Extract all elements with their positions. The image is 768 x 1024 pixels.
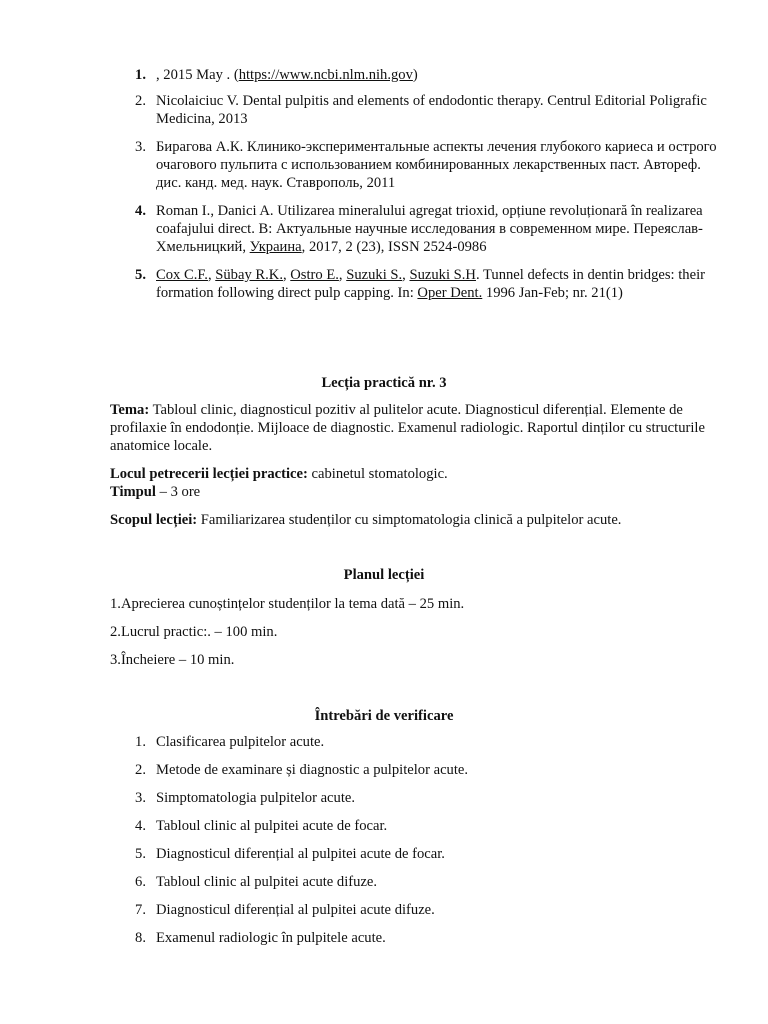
ncbi-link[interactable]: https://www.ncbi.nlm.nih.gov xyxy=(238,67,413,83)
question-item: 8. Examenul radiologic în pulpitele acute. xyxy=(135,930,386,946)
reference-list xyxy=(110,66,720,310)
locul-text: cabinetul stomatologic. xyxy=(307,466,448,482)
reference-text: , 2015 May . (https://www.ncbi.nlm.nih.gov) xyxy=(156,67,418,83)
question-item: 7. Diagnosticul diferențial al pulpitei acute difuze. xyxy=(135,902,435,918)
plan-title: Planul lecției xyxy=(343,567,425,583)
reference-number: 2. xyxy=(135,93,146,109)
reference-text: Cox C.F., Sübay R.K., Ostro E., Suzuki S., Suzuki S.H. Tunnel defects in dentin bridges: their formation following direct pulp capping. In: Oper Dent. 1996 Jan-Feb; nr. 21(1) xyxy=(156,267,705,301)
author-link[interactable]: Ostro E. xyxy=(290,267,339,283)
question-item: 4. Tabloul clinic al pulpitei acute de focar. xyxy=(135,818,388,834)
tema-paragraph xyxy=(110,401,716,455)
plan-item: 1.Aprecierea cunoștințelor studenților la tema dată – 25 min. xyxy=(110,596,465,612)
question-item: 2. Metode de examinare și diagnostic a pulpitelor acute. xyxy=(135,762,469,778)
question-item: 3. Simptomatologia pulpitelor acute. xyxy=(135,790,356,806)
locul-label: Locul petrecerii lecției practice: xyxy=(110,466,308,482)
question-item: 6. Tabloul clinic al pulpitei acute difuze. xyxy=(135,874,378,890)
reference-item xyxy=(110,66,720,84)
ukraine-link[interactable]: Украина xyxy=(249,239,302,255)
scopul-paragraph xyxy=(110,511,716,529)
plan-item: 2.Lucrul practic:. – 100 min. xyxy=(110,624,278,640)
question-item: 1. Clasificarea pulpitelor acute. xyxy=(135,734,325,750)
author-link[interactable]: Cox C.F. xyxy=(156,267,208,283)
questions-list xyxy=(110,733,716,957)
scopul-label: Scopul lecției: xyxy=(110,512,198,528)
reference-item xyxy=(110,266,720,302)
reference-text: Roman I., Danici A. Utilizarea mineralului agregat trioxid, opțiune revoluționară în realizarea coafajului direct. В: Актуальные научные исследования в современном мире. Переяслав-Хмельницкий, Украина, 2017, 2 (23), ISSN 2524-0986 xyxy=(156,203,703,255)
timpul-paragraph xyxy=(110,483,716,501)
scopul-text: Familiarizarea studenților cu simptomatologia clinică a pulpitelor acute. xyxy=(197,512,622,528)
reference-text: Nicolaiciuc V. Dental pulpitis and elements of endodontic therapy. Centrul Editorial Poligrafic Medicina, 2013 xyxy=(156,93,707,127)
author-link[interactable]: Suzuki S.H xyxy=(409,267,476,283)
author-link[interactable]: Sübay R.K. xyxy=(215,267,283,283)
reference-item xyxy=(110,202,720,256)
tema-label: Tema: xyxy=(110,402,150,418)
timpul-label: Timpul xyxy=(110,484,156,500)
reference-text: Бирагова А.К. Клинико-экспериментальные аспекты лечения глубокого кариеса и острого очагового пульпита с использованием комбинированных лекарственных паст. Автореф. дис. канд. мед. наук. Ставрополь, 2011 xyxy=(156,139,717,191)
reference-number: 1. xyxy=(135,67,146,83)
plan-item: 3.Încheiere – 10 min. xyxy=(110,652,235,668)
reference-item xyxy=(110,92,720,128)
lesson-title: Lecția practică nr. 3 xyxy=(321,375,447,391)
tema-text: Tabloul clinic, diagnosticul pozitiv al pulitelor acute. Diagnosticul diferențial. Elemente de profilaxie în endodonție. Mijloace de diagnostic. Examenul radiologic. Raportul dinților cu structurile anatomice locale. xyxy=(110,402,705,454)
questions-title: Întrebări de verificare xyxy=(314,708,454,724)
timpul-text: – 3 ore xyxy=(155,484,201,500)
reference-number: 4. xyxy=(135,203,146,219)
journal-link[interactable]: Oper Dent. xyxy=(417,285,483,301)
reference-item xyxy=(110,138,720,192)
reference-number: 3. xyxy=(135,139,146,155)
author-link[interactable]: Suzuki S. xyxy=(346,267,403,283)
reference-number: 5. xyxy=(135,267,146,283)
locul-paragraph xyxy=(110,465,716,483)
question-item: 5. Diagnosticul diferențial al pulpitei acute de focar. xyxy=(135,846,445,862)
